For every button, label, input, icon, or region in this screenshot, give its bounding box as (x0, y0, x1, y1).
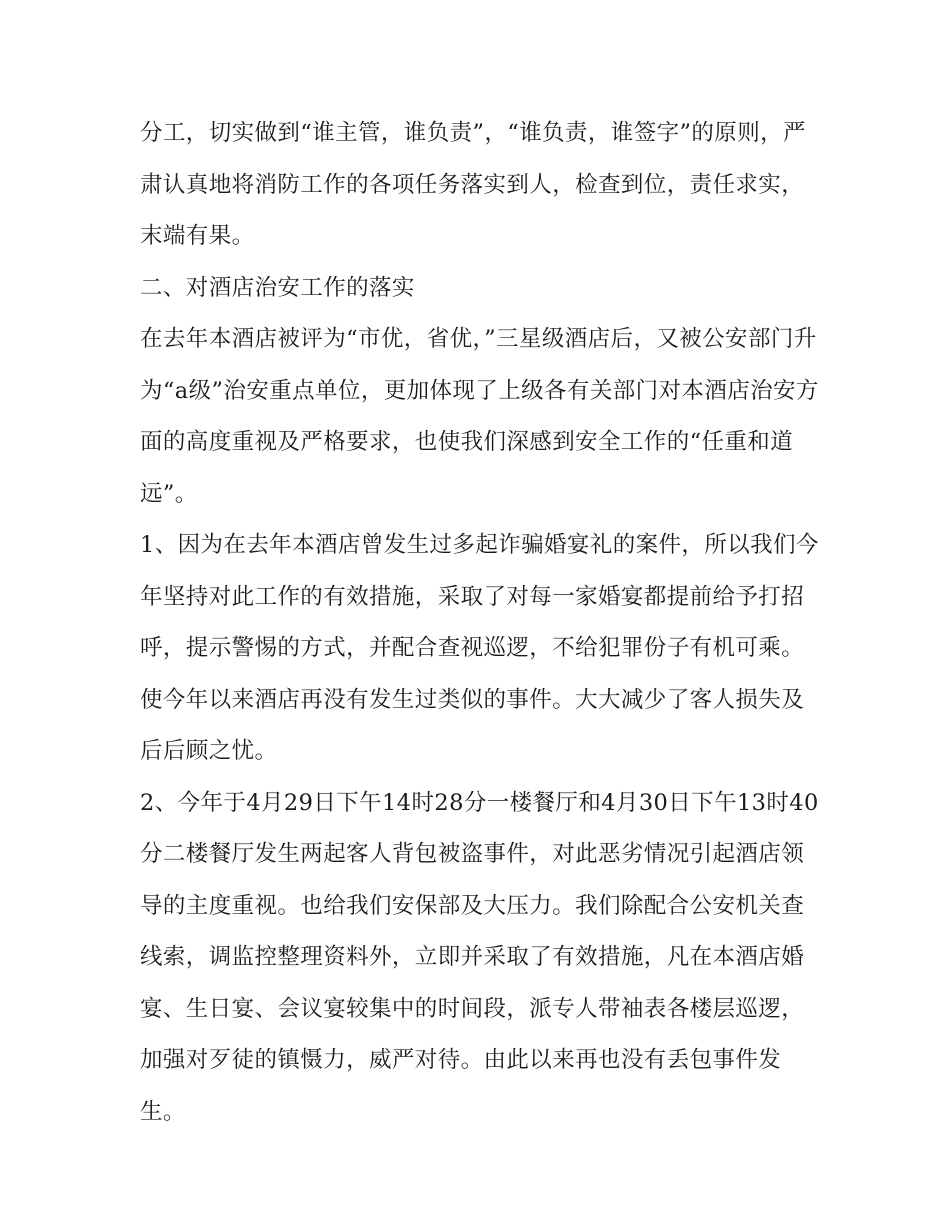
section-heading-security: 二、对酒店治安工作的落实 (140, 274, 415, 301)
document-body (140, 108, 820, 1138)
paragraph-item-1-fraud: 1、因为在去年本酒店曾发生过多起诈骗婚宴礼的案件，所以我们今年坚持对此工作的有效措施，采取了对每一家婚宴都提前给予打招呼，提示警惕的方式，并配合查视巡逻，不给犯罪份子有机可乘。使今年以来酒店再没有发生过类似的事件。大大减少了客人损失及后后顾之忧。 (140, 532, 819, 764)
paragraph-security-rating: 在去年本酒店被评为“市优，省优，”三星级酒店后，又被公安部门升为“a级”治安重点单位，更加体现了上级各有关部门对本酒店治安方面的高度重视及严格要求，也使我们深感到安全工作的“任重和道远”。 (140, 326, 819, 507)
paragraph-item-2-theft: 2、今年于4月29日下午14时28分一楼餐厅和4月30日下午13时40分二楼餐厅发生两起客人背包被盗事件，对此恶劣情况引起酒店领导的主度重视。也给我们安保部及大压力。我们除配合公安机关查线索，调监控整理资料外，立即并采取了有效措施，凡在本酒店婚宴、生日宴、会议宴较集中的时间段，派专人带袖表各楼层巡逻，加强对歹徒的镇慑力，威严对待。由此以来再也没有丢包事件发生。 (140, 789, 819, 1125)
paragraph-division-of-duties: 分工，切实做到“谁主管，谁负责”，“谁负责，谁签字”的原则，严肃认真地将消防工作的各项任务落实到人，检查到位，责任求实，末端有果。 (140, 120, 806, 249)
